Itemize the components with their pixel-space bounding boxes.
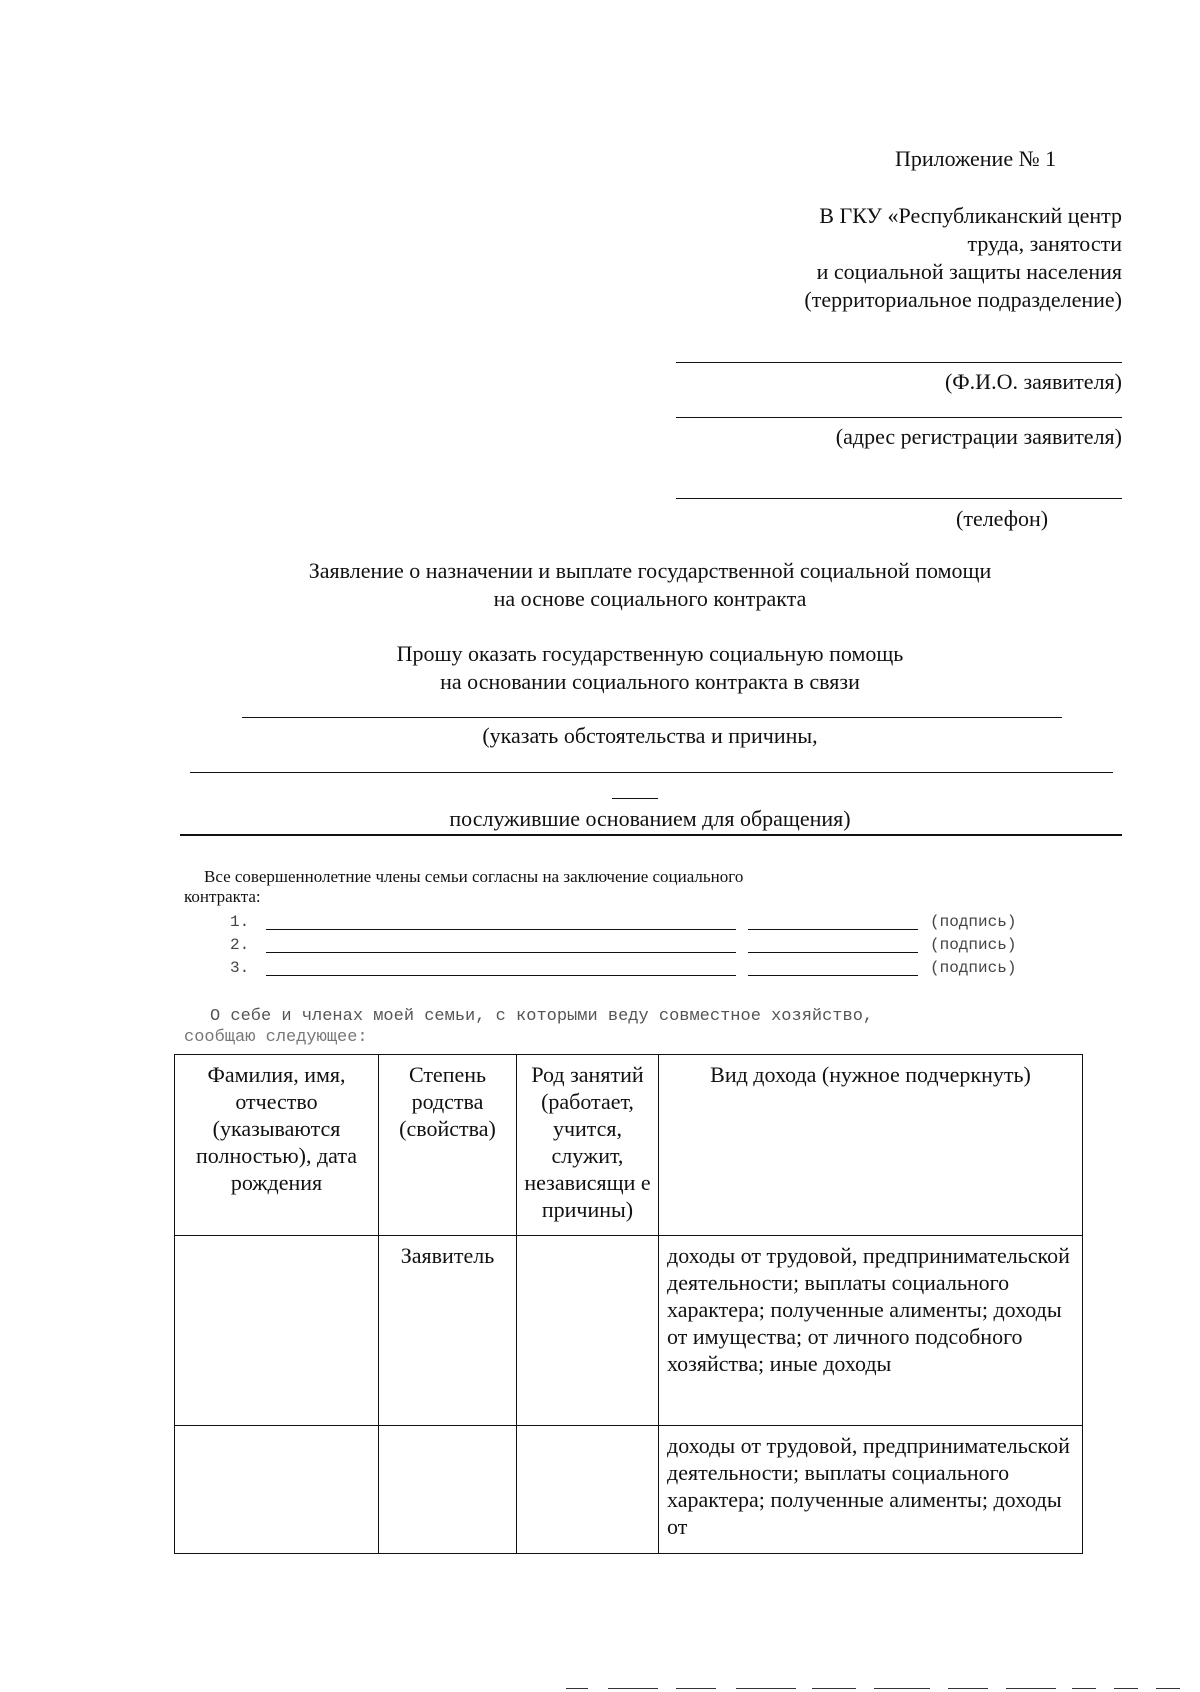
col-header-income: Вид дохода (нужное подчеркнуть) [659,1055,1083,1236]
cell-income[interactable]: доходы от трудовой, предпринимательской деятельности; выплаты социального характера; полученные алименты; доходы от имущества; от личного подсобного хозяйства; иные доходы [659,1236,1083,1426]
signature-row-1 [230,913,1050,935]
signature-label: (подпись) [930,936,1017,954]
fio-label: (Ф.И.О. заявителя) [944,369,1122,394]
document-title-line-1: Заявление о назначении и выплате государственной социальной помощи [308,558,992,583]
page-edge-dash [676,1688,716,1689]
page-edge-dash [1114,1688,1138,1689]
family-intro-line-1: О себе и членах моей семьи, с которыми веду совместное хозяйство, [210,1007,874,1026]
request-line-2: на основании социального контракта в связи [440,669,860,694]
request-hint-2: послужившие основанием для обращения) [449,806,851,831]
signature-name-line[interactable] [266,952,736,953]
fio-field-line[interactable] [676,362,1122,363]
table-header-row [175,1055,1083,1236]
cell-relation[interactable] [379,1426,517,1554]
signature-row-3 [230,959,1050,981]
reason-field-line-short [612,798,658,799]
reason-field-line-3[interactable] [180,834,1122,836]
cell-name[interactable] [175,1236,379,1426]
address-label: (адрес регистрации заявителя) [835,424,1122,449]
consent-text-line-1: Все совершеннолетние члены семьи согласны на заключение социального [204,867,744,886]
col-header-relation: Степень родства (свойства) [379,1055,517,1236]
col-header-occupation: Род занятий (работает, учится, служит, независящи е причины) [517,1055,659,1236]
signature-sign-line[interactable] [748,952,918,953]
table-row [175,1426,1083,1554]
table-row [175,1236,1083,1426]
recipient-line-1: В ГКУ «Республиканский центр [819,203,1122,228]
signature-label: (подпись) [930,959,1017,977]
page-edge-dash [1156,1688,1180,1689]
cell-name[interactable] [175,1426,379,1554]
signature-number: 1. [230,913,250,931]
signature-name-line[interactable] [266,975,736,976]
page-edge-dash [874,1688,930,1689]
recipient-line-2: труда, занятости [967,231,1122,256]
family-intro-line-2: сообщаю следующее: [184,1028,368,1047]
phone-field-line[interactable] [676,498,1122,499]
recipient-line-4: (территориальное подразделение) [804,287,1122,312]
address-field-line[interactable] [676,417,1122,418]
reason-field-line-2[interactable] [190,772,1113,773]
cell-occupation[interactable] [517,1426,659,1554]
page-edge-dash [1006,1688,1056,1689]
signature-label: (подпись) [930,913,1017,931]
page-edge-dash [736,1688,796,1689]
page-edge-dash [608,1688,658,1689]
signature-sign-line[interactable] [748,929,918,930]
recipient-line-3: и социальной защиты населения [816,259,1122,284]
signature-number: 3. [230,959,250,977]
document-title-line-2: на основе социального контракта [493,586,807,611]
reason-field-line-1[interactable] [242,717,1062,718]
request-line-1: Прошу оказать государственную социальную помощь [396,641,904,666]
page-edge-dash [948,1688,988,1689]
request-hint-1: (указать обстоятельства и причины, [482,723,818,748]
consent-text-line-2: контракта: [184,887,261,906]
page-edge-dash [566,1688,588,1689]
col-header-name: Фамилия, имя, отчество (указываются полностью), дата рождения [175,1055,379,1236]
cell-occupation[interactable] [517,1236,659,1426]
page-edge-dash [1072,1688,1096,1689]
cell-relation[interactable]: Заявитель [379,1236,517,1426]
signature-number: 2. [230,936,250,954]
signature-row-2 [230,936,1050,958]
signature-name-line[interactable] [266,929,736,930]
signature-sign-line[interactable] [748,975,918,976]
appendix-label: Приложение № 1 [895,146,1057,171]
page-edge-dash [812,1688,856,1689]
phone-label: (телефон) [956,506,1049,531]
family-members-table [174,1054,1083,1554]
cell-income[interactable]: доходы от трудовой, предпринимательской деятельности; выплаты социального характера; полученные алименты; доходы от [659,1426,1083,1554]
